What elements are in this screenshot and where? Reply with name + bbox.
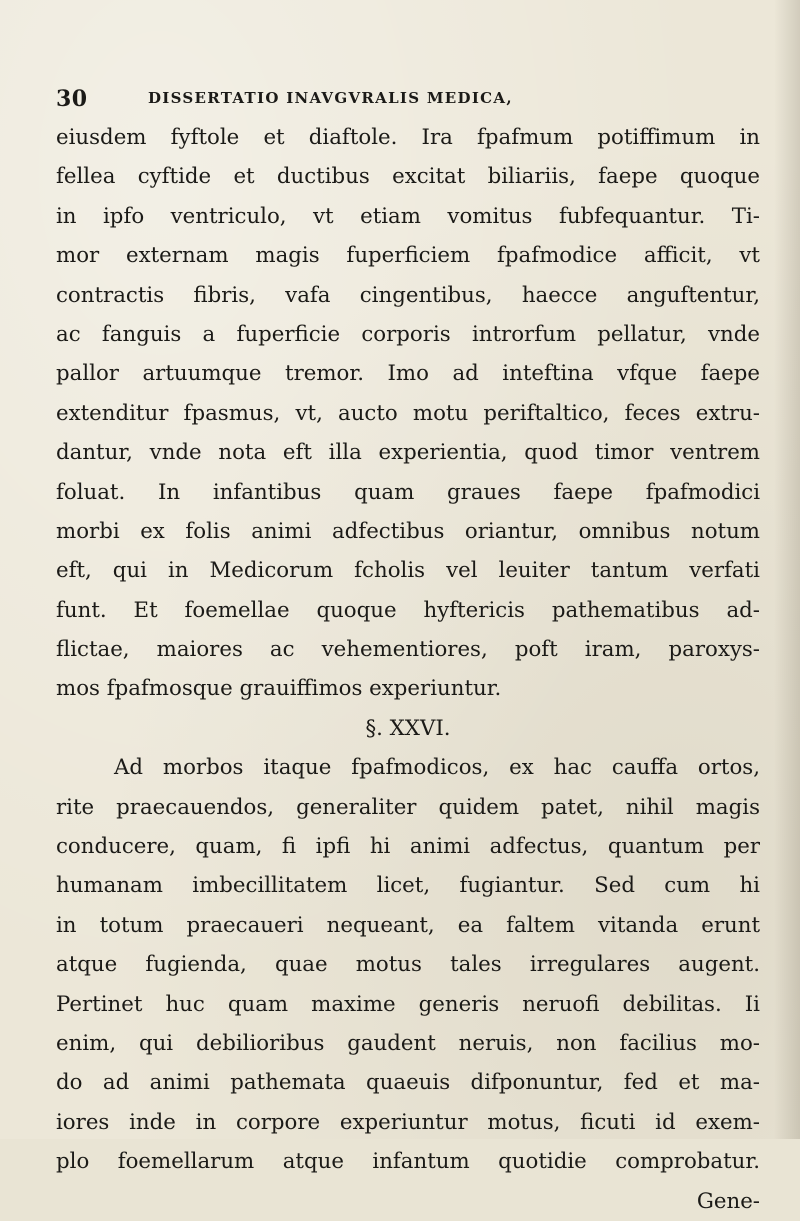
paragraph-1 (56, 118, 760, 709)
text-line: humanam imbecillitatem licet, fugiantur. Sed cum hi (56, 873, 760, 899)
text-line: rite praecauendos, generaliter quidem patet, nihil magis (56, 794, 760, 820)
text-line: morbi ex folis animi adfectibus oriantur, omnibus notum (56, 518, 760, 544)
text-line: mos fpafmosque grauiffimos experiuntur. (56, 676, 502, 702)
text-line: extenditur fpasmus, vt, aucto motu periftaltico, feces extru- (56, 400, 760, 426)
page-edge-shadow (774, 0, 800, 1139)
text-line: iores inde in corpore experiuntur motus, ficuti id exem- (56, 1109, 760, 1135)
text-line: pallor artuumque tremor. Imo ad inteftina vfque faepe (56, 361, 760, 387)
text-line: funt. Et foemellae quoque hyftericis pathematibus ad- (56, 597, 760, 623)
running-title: DISSERTATIO INAVGVRALIS MEDICA, (148, 89, 513, 107)
text-line: foluat. In infantibus quam graues faepe fpafmodici (56, 479, 760, 505)
body-text (56, 118, 760, 1221)
text-line: Ad morbos itaque fpafmodicos, ex hac cauffa ortos, (114, 755, 760, 781)
section-heading: §. XXVI. (365, 715, 451, 741)
text-line: in totum praecaueri nequeant, ea faltem vitanda erunt (56, 912, 760, 938)
text-line: eiusdem fyftole et diaftole. Ira fpafmum potiffimum in (56, 125, 760, 150)
text-line: plo foemellarum atque infantum quotidie comprobatur. (56, 1149, 760, 1175)
text-line: Pertinet huc quam maxime generis neruofi debilitas. Ii (56, 991, 760, 1017)
text-line: contractis fibris, vafa cingentibus, haecce anguftentur, (56, 282, 760, 308)
page-number: 30 (56, 86, 88, 112)
text-line: do ad animi pathemata quaeuis difponuntur, fed et ma- (56, 1070, 760, 1096)
text-line: dantur, vnde nota eft illa experientia, quod timor ventrem (56, 440, 760, 466)
paragraph-2 (56, 748, 760, 1181)
text-line: enim, qui debilioribus gaudent neruis, non facilius mo- (56, 1030, 760, 1056)
text-line: fellea cyftide et ductibus excitat biliariis, faepe quoque (56, 164, 760, 190)
text-line: atque fugienda, quae motus tales irregulares augent. (56, 952, 760, 978)
text-line: eft, qui in Medicorum fcholis vel leuiter tantum verfati (56, 558, 760, 584)
text-line: mor externam magis fuperficiem fpafmodice afficit, vt (56, 243, 760, 269)
text-line: conducere, quam, fi ipfi hi animi adfectus, quantum per (56, 834, 760, 860)
text-line: in ipfo ventriculo, vt etiam vomitus fubfequantur. Ti- (56, 203, 760, 229)
text-line: ac fanguis a fuperficie corporis introrfum pellatur, vnde (56, 321, 760, 347)
running-head (56, 86, 676, 112)
text-line: flictae, maiores ac vehementiores, poft iram, paroxys- (56, 637, 760, 663)
catchword: Gene- (696, 1188, 760, 1214)
